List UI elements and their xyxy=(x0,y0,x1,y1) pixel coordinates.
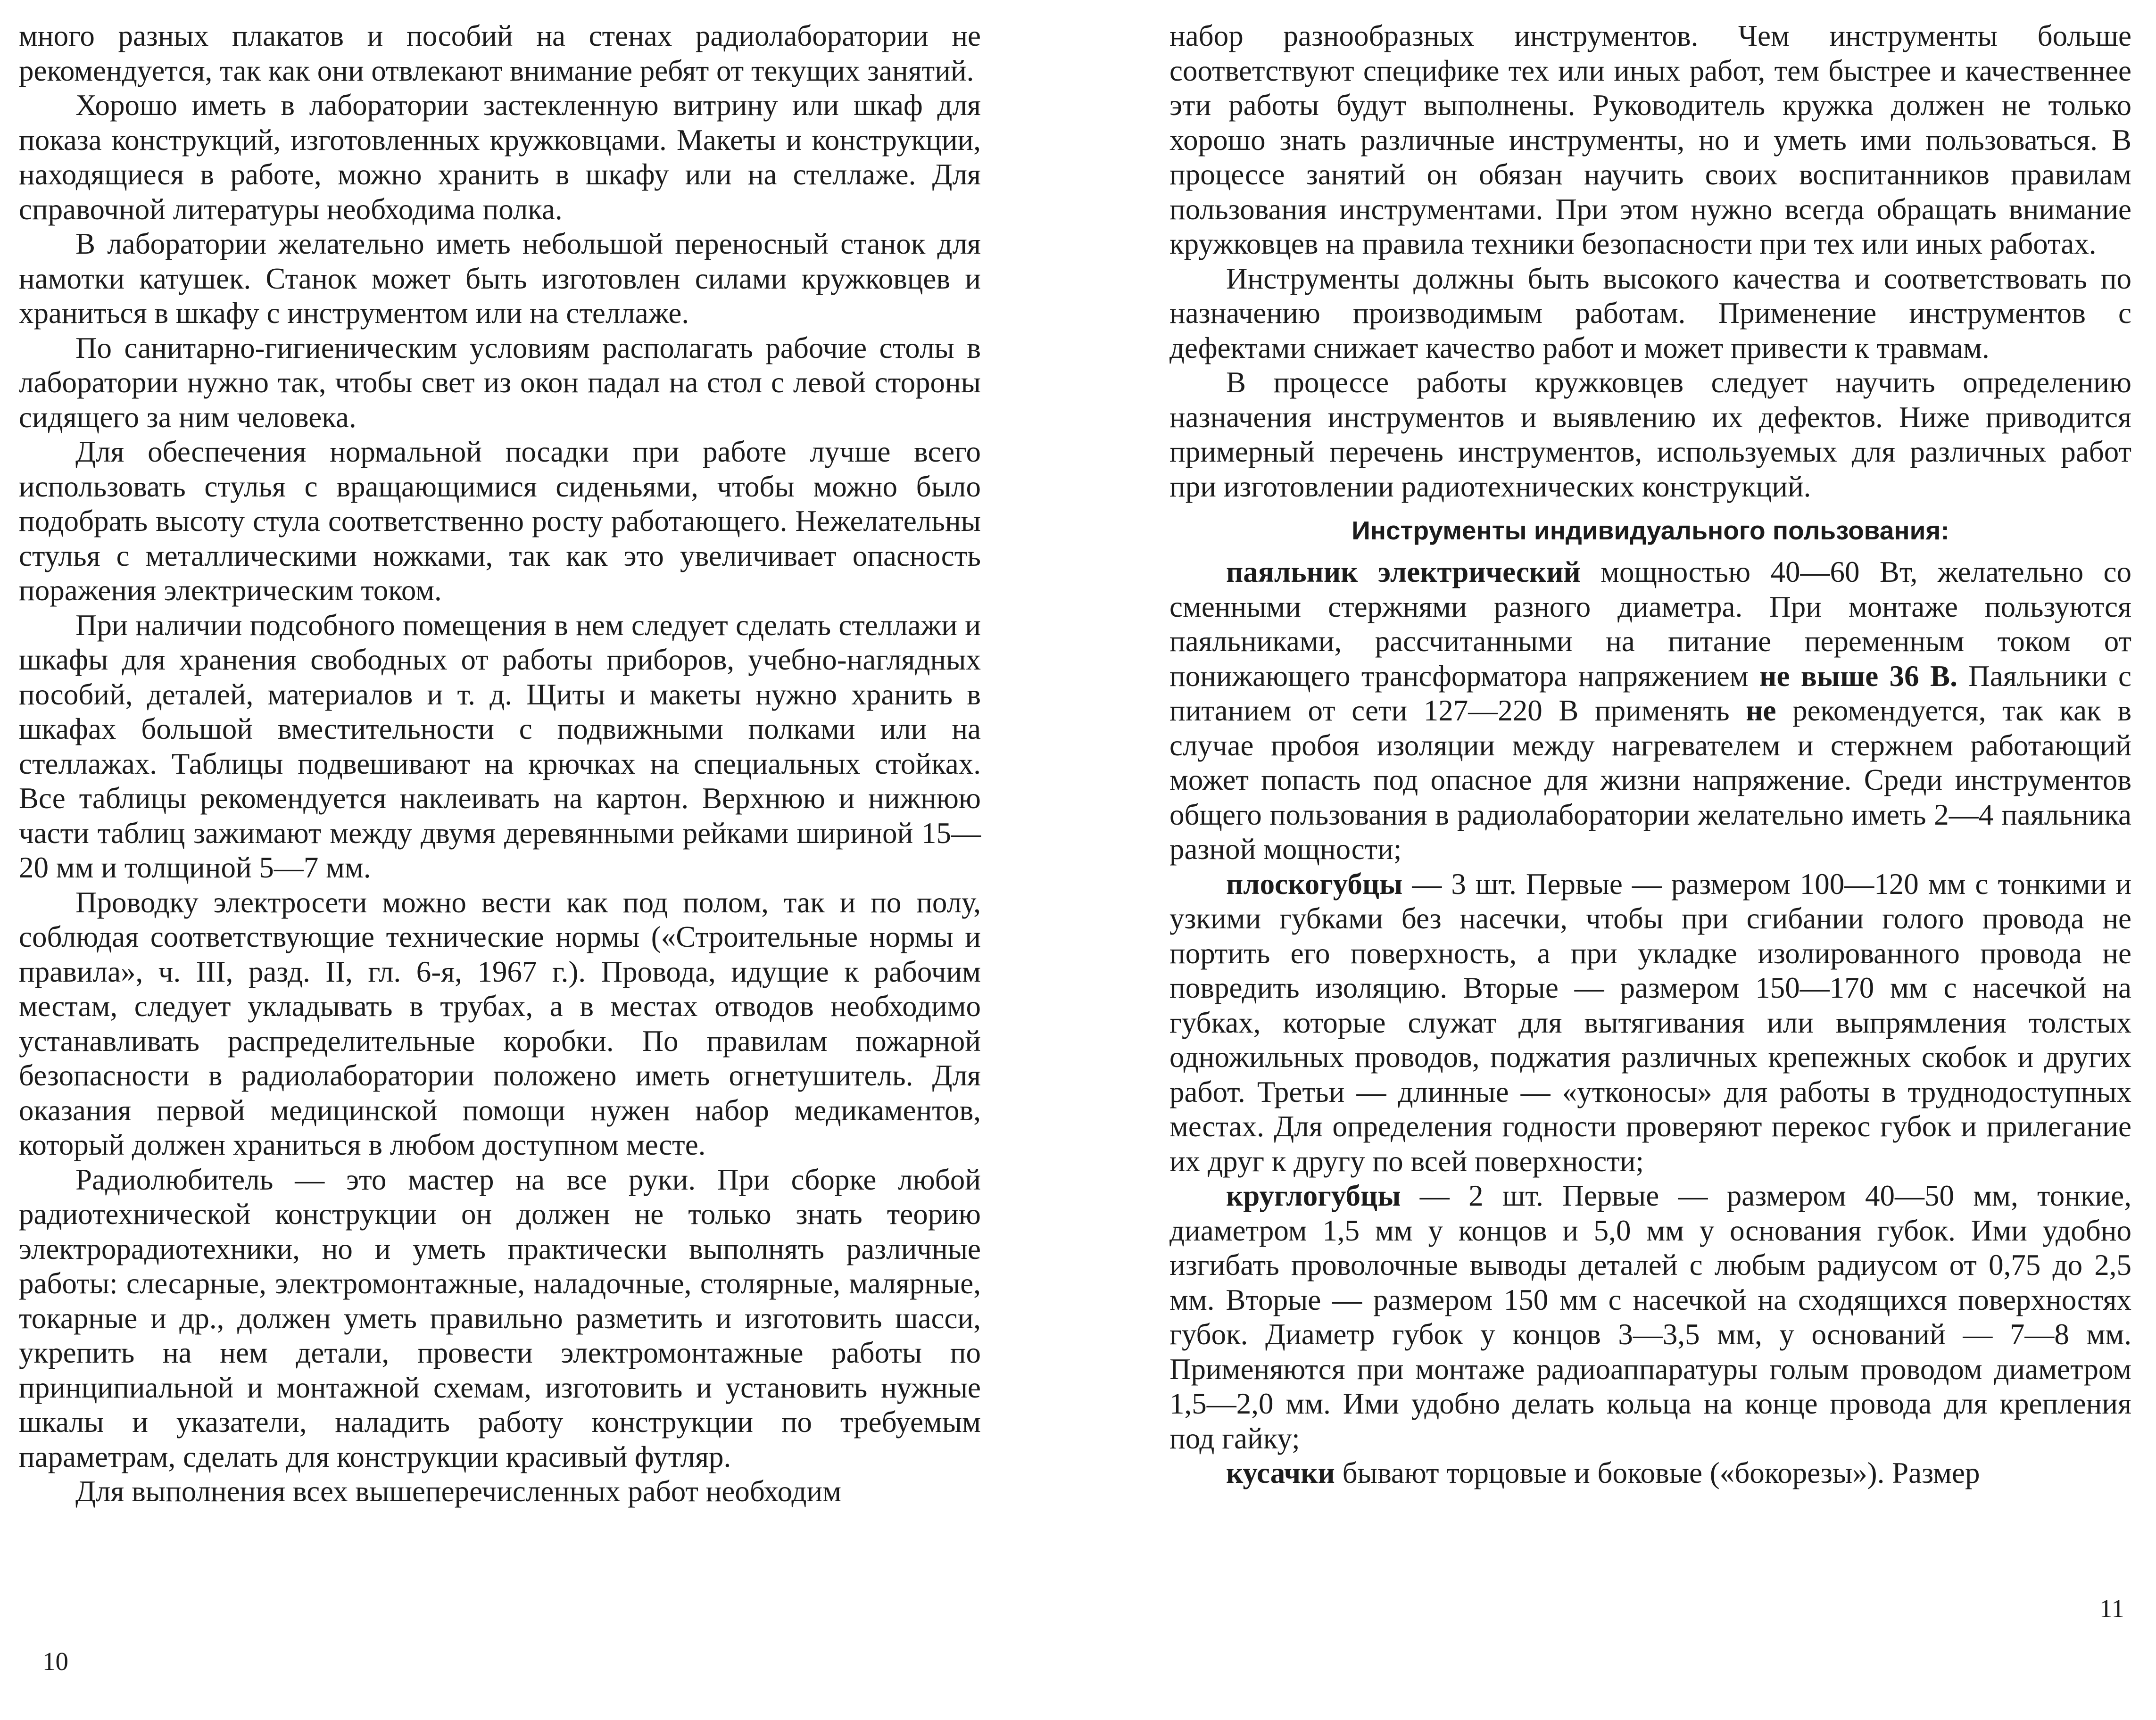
tool-description: бывают торцовые и боковые («бокорезы»). Размер xyxy=(1335,1456,1980,1489)
section-heading: Инструменты индивидуального пользования: xyxy=(1352,516,1949,545)
tool-description: — 2 шт. Первые — размером 40—50 мм, тонкие, диаметром 1,5 мм у концов и 5,0 мм у основания губок. Ими удобно изгибать проволочные выводы деталей с любым радиусом от 0,75 до 2,5 мм. Вторые — размером 150 мм с насечкой на сходящихся поверхностях губок. Диаметр губок у концов 3—3,5 мм, у оснований — 7—8 мм. Применяются при монтаже радиоаппаратуры голым проводом диаметром 1,5—2,0 мм. Ими удобно делать кольца на конце провода для крепления под гайку; xyxy=(1169,1179,2131,1455)
tool-term: кусачки xyxy=(1226,1456,1335,1489)
left-page xyxy=(19,0,1056,1720)
paragraph: При наличии подсобного помещения в нем следует сделать стеллажи и шкафы для хранения свободных от работы приборов, учебно-наглядных пособий, деталей, материалов и т. д. Щиты и макеты нужно хранить в шкафах большой вместительности с подвижными полками или на стеллажах. Таблицы подвешивают на крючках на специальных стойках. Все таблицы рекомендуется наклеивать на картон. Верхнюю и нижнюю части таблиц зажимают между двумя деревянными рейками шириной 15—20 мм и толщиной 5—7 мм. xyxy=(19,608,981,884)
right-page xyxy=(1141,0,2146,1720)
page-number: 10 xyxy=(42,1647,68,1676)
tool-description: мощностью 40—60 Вт, желательно со сменными стержнями разного диаметра. При монтаже пользуются паяльниками, рассчитанными на питание переменным током от понижающего трансформатора напряжением xyxy=(1169,555,2131,693)
tool-term: круглогубцы xyxy=(1226,1179,1401,1212)
tool-description: Паяльники с питанием от сети 127—220 В применять xyxy=(1169,659,2131,727)
page-number: 11 xyxy=(2099,1594,2124,1623)
paragraph: набор разнообразных инструментов. Чем инструменты больше соответствуют специфике тех или иных работ, тем быстрее и качественнее эти работы будут выполнены. Руководитель кружка должен не только хорошо знать различные инструменты, но и уметь ими пользоваться. В процессе занятий он обязан научить своих воспитанников правилам пользования инструментами. При этом нужно всегда обращать внимание кружковцев на правила техники безопасности при тех или иных работах. xyxy=(1169,19,2131,260)
paragraph: В процессе работы кружковцев следует научить определению назначения инструментов и выявлению их дефектов. Ниже приводится примерный перечень инструментов, используемых для различных работ при изготовлении радиотехнических конструкций. xyxy=(1169,366,2131,503)
left-page-text xyxy=(19,19,981,1509)
paragraph: Для выполнения всех вышеперечисленных работ необходим xyxy=(75,1475,841,1508)
tool-term: плоскогубцы xyxy=(1226,867,1403,901)
tool-term: паяльник электрический xyxy=(1226,555,1581,588)
paragraph: Радиолюбитель — это мастер на все руки. При сборке любой радиотехнической конструкции он должен не только знать теорию электрорадиотехники, но и уметь практически выполнять различные работы: слесарные, электромонтажные, наладочные, столярные, малярные, токарные и др., должен уметь правильно разметить и изготовить шасси, укрепить на нем детали, провести электромонтажные работы по принципиальной и монтажной схемам, изготовить и установить нужные шкалы и указатели, наладить работу конструкции по требуемым параметрам, сделать для конструкции красивый футляр. xyxy=(19,1163,981,1473)
tool-description: рекомендуется, так как в случае пробоя изоляции между нагревателем и стержнем работающий может попасть под опасное для жизни напряжение. Среди инструментов общего пользования в радиолаборатории желательно иметь 2—4 паяльника разной мощности; xyxy=(1169,694,2131,866)
tool-description: — 3 шт. Первые — размером 100—120 мм с тонкими и узкими губками без насечки, чтобы при сгибании голого провода не портить его поверхность, а при укладке изолированного провода не повредить изоляцию. Вторые — размером 150—170 мм с насечкой на губках, которые служат для вытягивания или выпрямления толстых одножильных проводов, поджатия различных крепежных скобок и других работ. Третьи — длинные — «утконосы» для работы в труднодоступных местах. Для определения годности проверяют перекос губок и прилегание их друг к другу по всей поверхности; xyxy=(1169,867,2131,1178)
tool-item-cutters xyxy=(1169,1456,2131,1491)
paragraph: В лаборатории желательно иметь небольшой переносный станок для намотки катушек. Станок может быть изготовлен силами кружковцев и храниться в шкафу с инструментом или на стеллаже. xyxy=(19,227,981,330)
tool-item-round-nose-pliers xyxy=(1169,1179,2131,1456)
right-page-text xyxy=(1169,19,2131,1491)
paragraph: Для обеспечения нормальной посадки при работе лучше всего использовать стулья с вращающимися сиденьями, чтобы можно было подобрать высоту стула соответственно росту работающего. Нежелательны стулья с металлическими ножками, так как это увеличивает опасность поражения электрическим током. xyxy=(19,435,981,607)
emphasis: не выше 36 В. xyxy=(1759,659,1957,693)
emphasis: не xyxy=(1746,694,1776,727)
paragraph: много разных плакатов и пособий на стенах радиолаборатории не рекомендуется, так как они отвлекают внимание ребят от текущих занятий. xyxy=(19,19,981,87)
tool-item-pliers xyxy=(1169,867,2131,1179)
paragraph: Проводку электросети можно вести как под полом, так и по полу, соблюдая соответствующие технические нормы («Строительные нормы и правила», ч. III, разд. II, гл. 6-я, 1967 г.). Провода, идущие к рабочим местам, следует укладывать в трубах, а в местах отводов необходимо устанавливать распределительные коробки. По правилам пожарной безопасности в радиолаборатории положено иметь огнетушитель. Для оказания первой медицинской помощи нужен набор медикаментов, который должен храниться в любом доступном месте. xyxy=(19,885,981,1161)
tool-item-soldering-iron xyxy=(1169,555,2131,867)
paragraph: Хорошо иметь в лаборатории застекленную витрину или шкаф для показа конструкций, изготовленных кружковцами. Макеты и конструкции, находящиеся в работе, можно хранить в шкафу или на стеллаже. Для справочной литературы необходима полка. xyxy=(19,89,981,226)
paragraph: Инструменты должны быть высокого качества и соответствовать по назначению производимым работам. Применение инструментов с дефектами снижает качество работ и может привести к травмам. xyxy=(1169,262,2131,364)
paragraph: По санитарно-гигиеническим условиям располагать рабочие столы в лаборатории нужно так, чтобы свет из окон падал на стол с левой стороны сидящего за ним человека. xyxy=(19,331,981,434)
